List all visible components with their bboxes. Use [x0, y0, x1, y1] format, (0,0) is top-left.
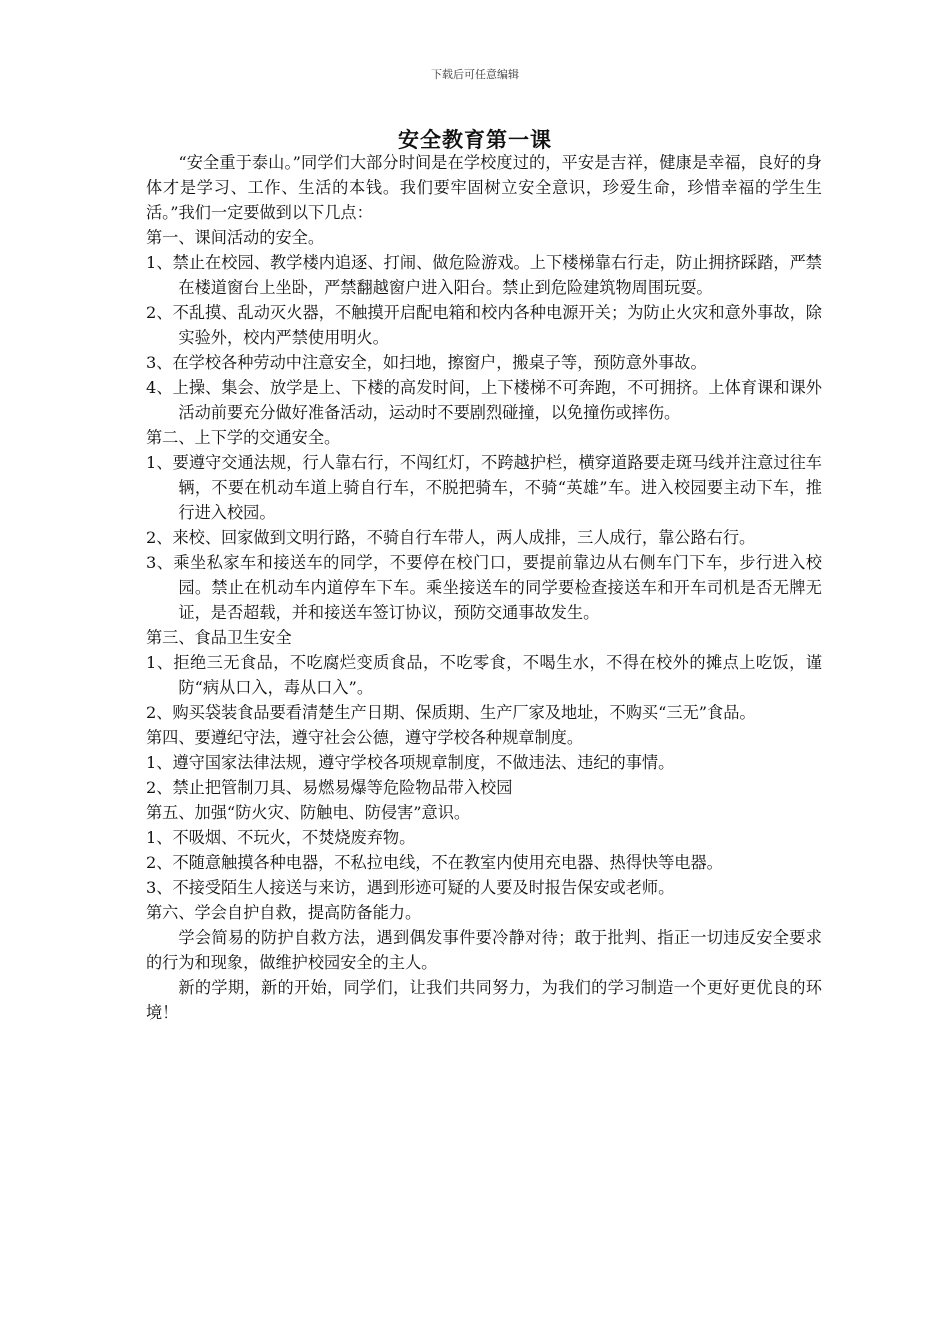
list-item: 1、不吸烟、不玩火，不焚烧废弃物。 [146, 828, 416, 847]
list-item: 3、不接受陌生人接送与来访，遇到形迹可疑的人要及时报告保安或老师。 [146, 878, 675, 897]
section-heading: 第六、学会自护自救，提高防备能力。 [146, 903, 422, 922]
list-item: 2、禁止把管制刀具、易燃易爆等危险物品带入校园 [146, 778, 513, 797]
section-2 [146, 425, 822, 625]
section-heading: 第四、要遵纪守法，遵守社会公德，遵守学校各种规章制度。 [146, 728, 584, 747]
list-item: 4、上操、集会、放学是上、下楼的高发时间，上下楼梯不可奔跑，不可拥挤。上体育课和课外活动前要充分做好准备活动，运动时不要剧烈碰撞，以免撞伤或摔伤。 [146, 378, 822, 422]
page-header: 下载后可任意编辑 [431, 68, 519, 81]
list-item: 2、购买袋装食品要看清楚生产日期、保质期、生产厂家及地址，不购买“三无”食品。 [146, 703, 756, 722]
list-item: 1、禁止在校园、教学楼内追逐、打闹、做危险游戏。上下楼梯靠右行走，防止拥挤踩踏，严禁在楼道窗台上坐卧，严禁翻越窗户进入阳台。禁止到危险建筑物周围玩耍。 [146, 253, 822, 297]
list-item: 2、来校、回家做到文明行路，不骑自行车带人，两人成排，三人成行，靠公路右行。 [146, 528, 756, 547]
section-3 [146, 625, 822, 725]
section-heading: 第三、食品卫生安全 [146, 628, 292, 647]
list-item: 2、不乱摸、乱动灭火器，不触摸开启配电箱和校内各种电源开关；为防止火灾和意外事故，除实验外，校内严禁使用明火。 [146, 303, 822, 347]
section-1 [146, 225, 822, 425]
section-6 [146, 900, 822, 925]
section-5 [146, 800, 822, 900]
document-body [146, 150, 822, 1025]
intro-paragraph: “安全重于泰山。”同学们大部分时间是在学校度过的，平安是吉祥，健康是幸福，良好的身体才是学习、工作、生活的本钱。我们要牢固树立安全意识，珍爱生命，珍惜幸福的学生生活。”我们一定要做到以下几点： [146, 153, 822, 222]
closing-paragraph: 学会简易的防护自救方法，遇到偶发事件要冷静对待；敢于批判、指正一切违反安全要求的行为和现象，做维护校园安全的主人。 [146, 928, 822, 972]
closing-paragraph: 新的学期，新的开始，同学们，让我们共同努力，为我们的学习制造一个更好更优良的环境！ [146, 978, 822, 1022]
section-heading: 第五、加强“防火灾、防触电、防侵害”意识。 [146, 803, 471, 822]
list-item: 3、乘坐私家车和接送车的同学，不要停在校门口，要提前靠边从右侧车门下车，步行进入校园。禁止在机动车内道停车下车。乘坐接送车的同学要检查接送车和开车司机是否无牌无证，是否超载，并和接送车签订协议，预防交通事故发生。 [146, 553, 822, 622]
list-item: 1、要遵守交通法规，行人靠右行，不闯红灯，不跨越护栏，横穿道路要走斑马线并注意过往车辆，不要在机动车道上骑自行车，不脱把骑车，不骑“英雄”车。进入校园要主动下车，推行进入校园。 [146, 453, 822, 522]
list-item: 2、不随意触摸各种电器，不私拉电线，不在教室内使用充电器、热得快等电器。 [146, 853, 723, 872]
list-item: 1、遵守国家法律法规，遵守学校各项规章制度，不做违法、违纪的事情。 [146, 753, 675, 772]
list-item: 1、拒绝三无食品，不吃腐烂变质食品，不吃零食，不喝生水，不得在校外的摊点上吃饭，谨防“病从口入，毒从口入”。 [146, 653, 822, 697]
document-title: 安全教育第一课 [398, 127, 552, 152]
section-heading: 第二、上下学的交通安全。 [146, 428, 341, 447]
section-heading: 第一、课间活动的安全。 [146, 228, 325, 247]
section-4 [146, 725, 822, 800]
list-item: 3、在学校各种劳动中注意安全，如扫地，擦窗户，搬桌子等，预防意外事故。 [146, 353, 707, 372]
